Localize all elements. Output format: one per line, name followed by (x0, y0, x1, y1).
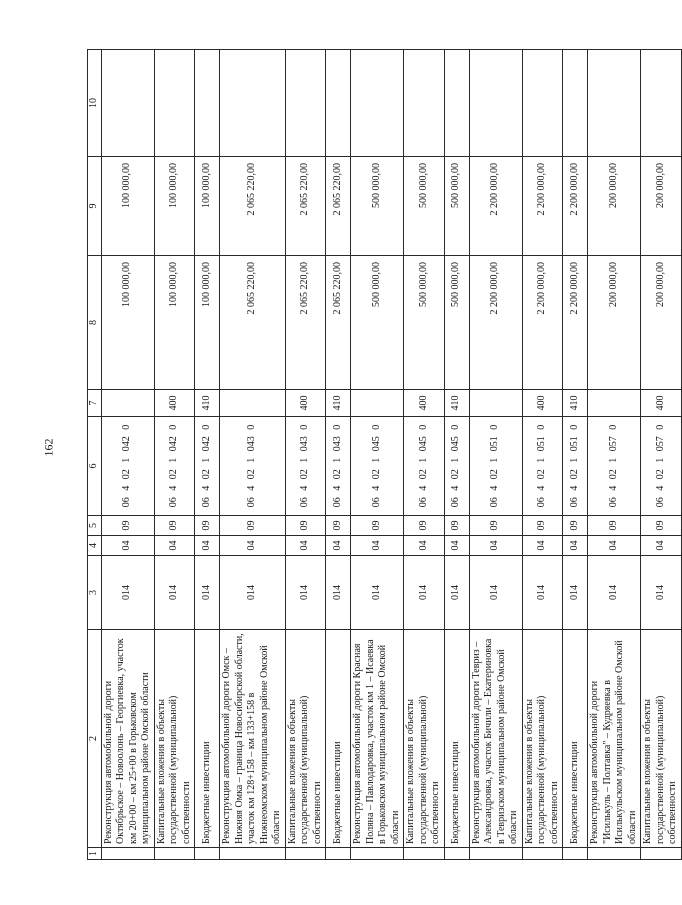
target-article-code: 06 4 02 1 042 0 (154, 417, 195, 516)
section-code: 04 (563, 536, 588, 556)
section-code: 04 (101, 536, 154, 556)
row-name: Реконструкция автомобильной дороги "Исилькуль – Полтавка" – Кудряевка в Исилькульском муниципальном районе Омской области (588, 630, 641, 848)
amount-col-10 (444, 50, 469, 157)
expense-type-code (469, 390, 522, 417)
expense-type-code: 410 (195, 390, 220, 417)
amount-col-9: 2 200 000,00 (522, 157, 563, 256)
subsection-code: 09 (469, 516, 522, 536)
amount-col-9: 200 000,00 (641, 157, 682, 256)
table-row (351, 50, 404, 860)
amount-col-9: 2 065 220,00 (326, 157, 351, 256)
table-row (326, 50, 351, 860)
subsection-code: 09 (351, 516, 404, 536)
expense-type-code: 400 (522, 390, 563, 417)
table-row (444, 50, 469, 860)
amount-col-8: 200 000,00 (641, 256, 682, 390)
target-article-code: 06 4 02 1 045 0 (404, 417, 445, 516)
row-name: Бюджетные инвестиции (195, 630, 220, 848)
expense-type-code (351, 390, 404, 417)
col-header-8: 8 (88, 256, 102, 390)
row-name: Реконструкция автомобильной дороги Октябрьское – Новоолонь – Георгиевка, участок км 20+00 – км 25+00 в Горьковском муниципальном районе Омской области (101, 630, 154, 848)
target-article-code: 06 4 02 1 043 0 (326, 417, 351, 516)
row-number (195, 848, 220, 860)
subsection-code: 09 (154, 516, 195, 536)
ministry-code: 014 (101, 556, 154, 630)
row-number (522, 848, 563, 860)
table-row (154, 50, 195, 860)
target-article-code: 06 4 02 1 043 0 (285, 417, 326, 516)
row-number (220, 848, 286, 860)
amount-col-10 (563, 50, 588, 157)
col-header-5: 5 (88, 516, 102, 536)
ministry-code: 014 (195, 556, 220, 630)
amount-col-9: 2 200 000,00 (563, 157, 588, 256)
table-row (195, 50, 220, 860)
amount-col-10 (351, 50, 404, 157)
target-article-code: 06 4 02 1 045 0 (351, 417, 404, 516)
subsection-code: 09 (404, 516, 445, 536)
row-number (154, 848, 195, 860)
section-code: 04 (220, 536, 286, 556)
amount-col-8: 500 000,00 (444, 256, 469, 390)
col-header-7: 7 (88, 390, 102, 417)
row-number (326, 848, 351, 860)
col-header-1: 1 (88, 848, 102, 860)
target-article-code: 06 4 02 1 051 0 (563, 417, 588, 516)
amount-col-8: 2 065 220,00 (285, 256, 326, 390)
table-row (220, 50, 286, 860)
row-number (404, 848, 445, 860)
ministry-code: 014 (469, 556, 522, 630)
amount-col-9: 100 000,00 (195, 157, 220, 256)
subsection-code: 09 (641, 516, 682, 536)
amount-col-10 (522, 50, 563, 157)
section-code: 04 (522, 536, 563, 556)
row-number (588, 848, 641, 860)
target-article-code: 06 4 02 1 051 0 (522, 417, 563, 516)
row-number (351, 848, 404, 860)
amount-col-8: 2 200 000,00 (563, 256, 588, 390)
amount-col-10 (285, 50, 326, 157)
row-number (469, 848, 522, 860)
amount-col-10 (101, 50, 154, 157)
target-article-code: 06 4 02 1 057 0 (588, 417, 641, 516)
row-name: Бюджетные инвестиции (444, 630, 469, 848)
expense-type-code: 400 (641, 390, 682, 417)
subsection-code: 09 (326, 516, 351, 536)
expense-type-code (220, 390, 286, 417)
ministry-code: 014 (404, 556, 445, 630)
subsection-code: 09 (563, 516, 588, 536)
section-code: 04 (326, 536, 351, 556)
row-name: Капитальные вложения в объекты государственной (муниципальной) собственности (285, 630, 326, 848)
section-code: 04 (444, 536, 469, 556)
expense-type-code (101, 390, 154, 417)
ministry-code: 014 (588, 556, 641, 630)
ministry-code: 014 (285, 556, 326, 630)
amount-col-10 (588, 50, 641, 157)
amount-col-9: 2 065 220,00 (285, 157, 326, 256)
target-article-code: 06 4 02 1 042 0 (195, 417, 220, 516)
ministry-code: 014 (444, 556, 469, 630)
amount-col-8: 2 065 220,00 (326, 256, 351, 390)
row-name: Капитальные вложения в объекты государственной (муниципальной) собственности (154, 630, 195, 848)
section-code: 04 (469, 536, 522, 556)
page-number: 162 (41, 438, 56, 457)
amount-col-10 (195, 50, 220, 157)
row-name: Капитальные вложения в объекты государственной (муниципальной) собственности (404, 630, 445, 848)
subsection-code: 09 (285, 516, 326, 536)
amount-col-10 (220, 50, 286, 157)
subsection-code: 09 (101, 516, 154, 536)
amount-col-8: 100 000,00 (195, 256, 220, 390)
budget-table (87, 49, 682, 860)
row-number (563, 848, 588, 860)
amount-col-9: 200 000,00 (588, 157, 641, 256)
row-name: Реконструкция автомобильной дороги Омск – Нижняя Омка – граница Новосибирской области, участок км 128+158 – км 133+158 в Нижнеомском муниципальном районе Омской области (220, 630, 286, 848)
header-row (88, 50, 102, 860)
subsection-code: 09 (220, 516, 286, 536)
amount-col-9: 500 000,00 (351, 157, 404, 256)
row-name: Бюджетные инвестиции (326, 630, 351, 848)
row-name: Бюджетные инвестиции (563, 630, 588, 848)
section-code: 04 (641, 536, 682, 556)
target-article-code: 06 4 02 1 057 0 (641, 417, 682, 516)
target-article-code: 06 4 02 1 051 0 (469, 417, 522, 516)
table-row (469, 50, 522, 860)
table-row (101, 50, 154, 860)
expense-type-code: 410 (326, 390, 351, 417)
amount-col-9: 2 065 220,00 (220, 157, 286, 256)
subsection-code: 09 (522, 516, 563, 536)
amount-col-10 (326, 50, 351, 157)
target-article-code: 06 4 02 1 043 0 (220, 417, 286, 516)
amount-col-8: 100 000,00 (101, 256, 154, 390)
section-code: 04 (404, 536, 445, 556)
amount-col-9: 500 000,00 (444, 157, 469, 256)
table-row (285, 50, 326, 860)
target-article-code: 06 4 02 1 045 0 (444, 417, 469, 516)
col-header-10: 10 (88, 50, 102, 157)
amount-col-9: 500 000,00 (404, 157, 445, 256)
table-row (404, 50, 445, 860)
expense-type-code: 410 (563, 390, 588, 417)
row-name: Реконструкция автомобильной дороги Красная Поляна – Павлодаровка, участок км 1 – Исаевка в Горьковском муниципальном районе Омской области (351, 630, 404, 848)
expense-type-code: 410 (444, 390, 469, 417)
amount-col-10 (641, 50, 682, 157)
amount-col-10 (404, 50, 445, 157)
subsection-code: 09 (195, 516, 220, 536)
ministry-code: 014 (641, 556, 682, 630)
col-header-6: 6 (88, 417, 102, 516)
row-number (444, 848, 469, 860)
col-header-2: 2 (88, 630, 102, 848)
col-header-9: 9 (88, 157, 102, 256)
amount-col-8: 500 000,00 (351, 256, 404, 390)
ministry-code: 014 (154, 556, 195, 630)
col-header-3: 3 (88, 556, 102, 630)
ministry-code: 014 (326, 556, 351, 630)
amount-col-8: 100 000,00 (154, 256, 195, 390)
table-row (522, 50, 563, 860)
ministry-code: 014 (563, 556, 588, 630)
expense-type-code: 400 (285, 390, 326, 417)
col-header-4: 4 (88, 536, 102, 556)
section-code: 04 (351, 536, 404, 556)
amount-col-8: 2 200 000,00 (522, 256, 563, 390)
amount-col-9: 100 000,00 (101, 157, 154, 256)
amount-col-8: 200 000,00 (588, 256, 641, 390)
table-row (641, 50, 682, 860)
row-number (285, 848, 326, 860)
amount-col-8: 2 065 220,00 (220, 256, 286, 390)
subsection-code: 09 (588, 516, 641, 536)
amount-col-10 (154, 50, 195, 157)
expense-type-code (588, 390, 641, 417)
rotated-table-container (87, 50, 678, 860)
amount-col-8: 500 000,00 (404, 256, 445, 390)
amount-col-9: 100 000,00 (154, 157, 195, 256)
subsection-code: 09 (444, 516, 469, 536)
ministry-code: 014 (522, 556, 563, 630)
amount-col-9: 2 200 000,00 (469, 157, 522, 256)
row-number (101, 848, 154, 860)
row-name: Капитальные вложения в объекты государственной (муниципальной) собственности (641, 630, 682, 848)
section-code: 04 (195, 536, 220, 556)
expense-type-code: 400 (154, 390, 195, 417)
table-row (563, 50, 588, 860)
table-row (588, 50, 641, 860)
expense-type-code: 400 (404, 390, 445, 417)
ministry-code: 014 (220, 556, 286, 630)
section-code: 04 (154, 536, 195, 556)
section-code: 04 (285, 536, 326, 556)
section-code: 04 (588, 536, 641, 556)
row-number (641, 848, 682, 860)
amount-col-10 (469, 50, 522, 157)
row-name: Реконструкция автомобильной дороги Тевриз – Александровка, участок Бичили – Екатериновка в Тевризском муниципальном районе Омской области (469, 630, 522, 848)
target-article-code: 06 4 02 1 042 0 (101, 417, 154, 516)
row-name: Капитальные вложения в объекты государственной (муниципальной) собственности (522, 630, 563, 848)
amount-col-8: 2 200 000,00 (469, 256, 522, 390)
ministry-code: 014 (351, 556, 404, 630)
